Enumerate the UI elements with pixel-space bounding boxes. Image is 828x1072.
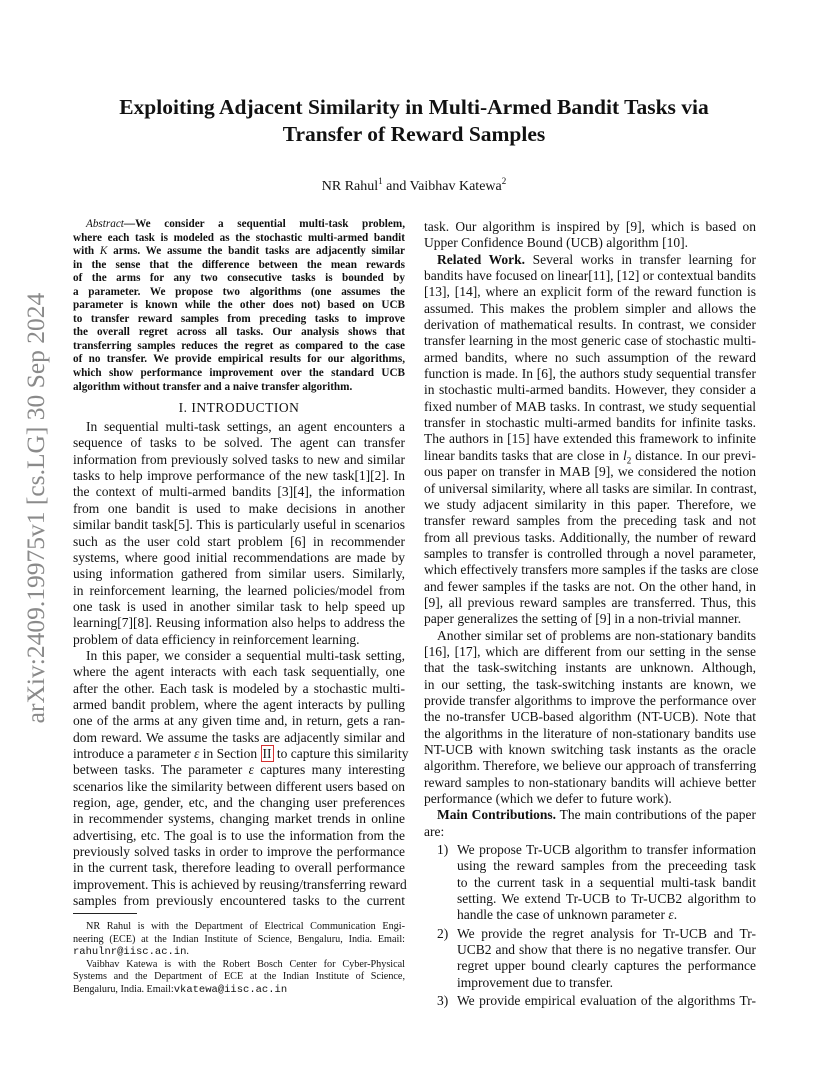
paragraph-line: transfer learning in the most generic case of stochastic multi- [424, 333, 756, 349]
paragraph-line: assumed. This makes the problem simpler and allows the [424, 300, 756, 316]
paragraph-line: reward samples to non-stationary bandits will achieve better [424, 774, 756, 790]
paragraph-line: derivation of mathematical results. In contrast, we consider [424, 317, 756, 333]
contribution-list-item [424, 842, 756, 924]
abstract-line: where each task is modeled as the stochastic multi-armed bandit [73, 231, 405, 244]
intro-paragraph [73, 647, 409, 910]
paragraph-line: and fewer samples if the tasks are not. On the other hand, in [424, 578, 756, 594]
paper-title [80, 94, 748, 148]
paragraph-line: function is made. In [6], the authors study sequential transfer [424, 366, 756, 382]
paragraph-line: The authors in [15] have extended this framework to infinite [424, 431, 756, 447]
paragraph-line: provide transfer algorithms to improve the performance over [424, 692, 756, 708]
footnote-line: rahulnr@iisc.ac.in. [73, 946, 189, 958]
paragraph-line: in the current task, therefore leading to overall performance [73, 860, 405, 876]
list-item-line: UCB2 and show that there is no negative transfer. Our [457, 942, 756, 958]
arxiv-identifier-stamp [22, 288, 50, 728]
paragraph-line: between tasks. The parameter ε captures many interesting [73, 762, 406, 778]
paragraph-line: sequence of tasks to be solved. The agent can transfer [73, 435, 405, 451]
paragraph-line: in recommender systems, changing market trends in online [73, 811, 405, 827]
paragraph-line: such as the user cold start problem [6] in recommender [73, 533, 405, 549]
paragraph-line: samples to transfer is controlled through a novel parameter, [424, 545, 756, 561]
left-column [73, 218, 409, 909]
paragraph-line: learning[7][8]. Reusing information also helps to address the [73, 615, 405, 631]
related-work-paragraph [424, 251, 759, 628]
paragraph-line: scenarios like the similarity between different users based on [73, 778, 405, 794]
contribution-list-item [424, 993, 756, 1009]
list-item-number: 3) [437, 993, 449, 1009]
footnote-line: NR Rahul is with the Department of Electrical Communication Engi- [86, 921, 405, 932]
section-reference-link[interactable]: II [262, 745, 272, 761]
contributions-paragraph [424, 807, 756, 1009]
paragraph-line: linear bandits tasks that are close in $l_2$ distance. In our previ- [424, 447, 756, 466]
paragraph-line: Another similar set of problems are non-stationary bandits [437, 627, 756, 643]
footnote-line: Vaibhav Katewa is with the Robert Bosch Center for Cyber-Physical [86, 958, 405, 970]
list-item-line: setting. We extend Tr-UCB to Tr-UCB2 algorithm to [457, 891, 756, 907]
paragraph-line: bandits have focused on linear[11], [12] or contextual bandits [424, 268, 757, 284]
paragraph-line: Upper Confidence Bound (UCB) algorithm [10]. [424, 235, 688, 251]
paragraph-line: dom reward. We assume the tasks are adjacently similar and [73, 729, 405, 745]
paragraph-line: we study adjacent similarity in this paper. Therefore, we [424, 496, 756, 512]
author-name: Vaibhav Katewa [409, 179, 502, 194]
title-line: Transfer of Reward Samples [282, 122, 546, 146]
paragraph-line: armed bandit problem, where the agent interacts by pulling [73, 696, 405, 712]
paragraph-line: region, age, gender, etc, and the changing user preferences [73, 795, 405, 811]
abstract-line: transferring samples reduces the regret as compared to the case [73, 339, 405, 352]
paragraph-line: from all previous tasks. Additionally, the number of reward [424, 529, 756, 545]
list-item-line: using the reward samples from the preceeding task [457, 858, 756, 874]
paragraph-line: In this paper, we consider a sequential multi-task setting, [86, 647, 405, 663]
abstract-label: Abstract [86, 218, 124, 230]
paragraph-line: similar bandit task[5]. This is particularly useful in scenarios [73, 517, 405, 533]
intro-paragraph [73, 419, 405, 648]
paragraph-line: tasks to help improve performance of the new task[1][2]. In [73, 468, 405, 484]
abstract-line: a parameter. We propose two algorithms (one assumes the [73, 285, 405, 298]
math-symbol-epsilon: ε [668, 907, 674, 923]
paragraph-line: transfer in stochastic multi-armed bandits for infinite tasks. [424, 415, 756, 431]
section-heading-introduction: I. INTRODUCTION [178, 400, 300, 416]
author-email-link[interactable]: vkatewa@iisc.ac.in [173, 983, 288, 996]
paragraph-line: paper generalizes the setting of [9] in a non-trivial manner. [424, 611, 742, 627]
paragraph-line: the no-transfer UCB-based algorithm (NT-UCB). Note that [424, 709, 756, 725]
footnote-rule [73, 913, 137, 914]
paragraph-line: [16], [17], which are different from our setting in the sense [424, 643, 756, 659]
abstract-line: Abstract—We consider a sequential multi-task problem, [86, 218, 405, 230]
paragraph-line: one of the arms at any given time and, in return, gets a ran- [73, 713, 405, 729]
paragraph-line: task. Our algorithm is inspired by [9], which is based on [424, 219, 756, 234]
author-email-link[interactable]: rahulnr@iisc.ac.in [73, 946, 187, 958]
paragraph-line: performance (which we defer to future work). [424, 791, 672, 807]
paragraph-line: algorithm. Therefore, we believe our approach of transferring [424, 758, 757, 774]
contributions-heading: Main Contributions. [437, 807, 557, 823]
paragraph-line: are: [424, 823, 445, 839]
list-item-number: 2) [437, 925, 449, 941]
list-item-line: regret upper bound clearly captures the performance [457, 958, 756, 974]
author-affiliation-mark: 1 [378, 176, 383, 186]
paragraph-line: previously solved tasks in order to improve the performance [73, 844, 405, 860]
right-column [424, 219, 759, 1010]
author-affiliation-mark: 2 [501, 176, 507, 186]
abstract-line: of no transfer. We provide empirical results for our algorithms, [73, 353, 405, 366]
abstract-line: parameter is known while the other does not) based on UCB [73, 299, 405, 312]
abstract-line: to transfer reward samples from preceding tasks to improve [73, 312, 405, 325]
related-work-heading: Related Work. [437, 251, 526, 267]
author-list [80, 172, 748, 196]
math-symbol-k: K [99, 245, 108, 258]
intro-paragraph-continued [424, 219, 756, 252]
paragraph-line: improvement. This is achieved by reusing/transferring reward [73, 876, 407, 892]
paragraph-line: systems, where good initial recommendations are made by [73, 549, 405, 565]
abstract [73, 218, 405, 394]
math-symbol-epsilon: ε [194, 745, 200, 761]
paragraph-line: in stochastic multi-armed bandits. However, they consider a [424, 382, 756, 398]
title-line: Exploiting Adjacent Similarity in Multi-Armed Bandit Tasks via [119, 95, 709, 119]
footnote-line: neering (ECE) at the Indian Institute of Science, Bengaluru, India. Email: [73, 933, 405, 945]
abstract-line: the overall regret across all tasks. Our analysis shows that [73, 326, 405, 339]
paragraph-line: In sequential multi-task settings, an agent encounters a [86, 419, 405, 435]
list-item-number: 1) [437, 842, 449, 858]
footnote-line: Systems and the Department of ECE at the Indian Institute of Science, [73, 971, 405, 982]
paragraph-line: in our setting, the task-switching instants are known, we [424, 676, 756, 692]
paragraph-line: using information gathered from similar users. Similarly, [73, 566, 405, 582]
paragraph-line: advertising, etc. The goal is to use the information from the [73, 827, 405, 843]
paragraph-line: fixed number of MAB tasks. In contrast, we study sequential [424, 398, 756, 414]
paragraph-line: Related Work. Several works in transfer learning for [437, 251, 757, 267]
paragraph-line: [13], [14], where an explicit form of the reward function is [424, 284, 756, 300]
paragraph-line: problem of data efficiency in reinforcement learning. [73, 631, 360, 647]
abstract-line: algorithm without transfer and a naive transfer algorithm. [73, 380, 353, 393]
list-item-line: We propose Tr-UCB algorithm to transfer information [457, 842, 756, 858]
list-item-line: to the current task in a sequential multi-task bandit [457, 874, 756, 890]
author-name: NR Rahul [321, 179, 379, 194]
paragraph-line: NT-UCB with known switching task instants as the oracle [424, 742, 756, 757]
paragraph-line: the algorithms in the literature of non-stationary bandits use [424, 725, 756, 741]
paragraph-line: the context of multi-armed bandits [3][4], the information [73, 484, 405, 500]
paragraph-line: Main Contributions. The main contributions of the paper [437, 807, 756, 823]
author-conjunction: and [386, 179, 407, 194]
paragraph-line: of universal similarity, where all tasks are similar. In contrast, [424, 480, 757, 496]
footnotes [73, 921, 405, 996]
paragraph-line: armed bandits, where no such assumption of the reward [424, 349, 756, 365]
contribution-list-item [424, 926, 756, 991]
abstract-line: in the sense that the difference between the mean rewards [73, 258, 405, 271]
footnote-line: Bengaluru, India. Email:vkatewa@iisc.ac.in [73, 983, 288, 996]
paragraph-line: one task is used in another similar task to help speed up [73, 598, 405, 614]
paragraph-line: from one bandit is used to make decisions in another [73, 500, 405, 516]
paragraph-line: information from previously solved tasks to new and similar [73, 451, 405, 467]
math-symbol-l2: $l_2$ [623, 447, 632, 466]
paragraph-line: transfer reward samples from the preceding task and not [424, 513, 756, 529]
abstract-line: which show performance improvement over the standard UCB [73, 367, 405, 380]
list-item-line: We provide empirical evaluation of the algorithms Tr- [457, 993, 756, 1009]
list-item-line: We provide the regret analysis for Tr-UCB and Tr- [457, 925, 756, 941]
arxiv-identifier-text: arXiv:2409.19975v1 [cs.LG] 30 Sep 2024 [21, 292, 50, 724]
paragraph-line: which effectively transfers more samples if the tasks are close [424, 562, 759, 578]
list-item-line: improvement due to transfer. [457, 974, 613, 990]
nonstationary-paragraph [424, 628, 756, 808]
paragraph-line: samples from previously encountered tasks to the current [73, 893, 405, 909]
paragraph-line: introduce a parameter ε in Section II to capture this similarity [73, 745, 409, 761]
paragraph-line: after the other. Each task is modeled by a stochastic multi- [73, 680, 405, 696]
paragraph-line: [9], all previous reward samples are transferred. Thus, this [424, 594, 756, 610]
paragraph-line: where the agent interacts with each task sequentially, one [73, 664, 405, 680]
paragraph-line: in reinforcement learning, the learned policies/model from [73, 582, 405, 598]
math-symbol-epsilon: ε [248, 762, 254, 778]
paragraph-line: ous paper on transfer in MAB [9], we considered the notion [424, 464, 756, 480]
paragraph-line: that the task-switching instants are unknown. Although, [424, 660, 756, 676]
list-item-line: handle the case of unknown parameter ε. [457, 907, 678, 923]
abstract-line: with K arms. We assume the bandit tasks are adjacently similar [73, 245, 406, 258]
abstract-line: of the arms for any two consecutive tasks is bounded by [73, 272, 405, 285]
